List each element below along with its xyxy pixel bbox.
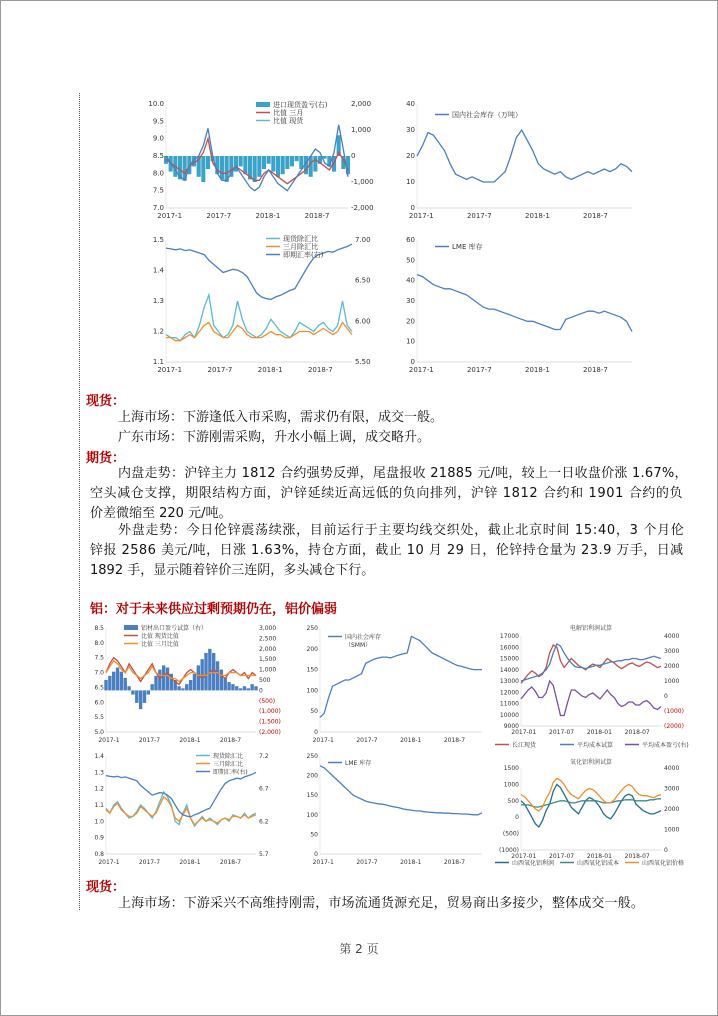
y2-tick-label: 6.00 — [355, 317, 371, 326]
bar — [189, 680, 192, 690]
legend-label: 即期汇率(右) — [283, 251, 324, 259]
series-line — [521, 645, 661, 683]
page-number: 第 2 页 — [339, 942, 379, 956]
legend-label: 三月除汇比 — [213, 761, 244, 768]
y-tick-label: 0.8 — [94, 851, 104, 858]
x-tick-label: 2018-7 — [219, 859, 242, 866]
bar — [254, 686, 257, 690]
y-tick-label: 1.2 — [152, 327, 164, 336]
legend-label: 国内社会库存 — [345, 634, 382, 641]
x-tick-label: 2017-1 — [98, 737, 120, 744]
x-tick-label: 2017-1 — [312, 859, 334, 866]
y2-tick-label: 6.7 — [259, 785, 269, 793]
bar — [267, 156, 271, 164]
bar — [235, 686, 238, 690]
x-tick-label: 2018-1 — [179, 859, 201, 866]
bar — [154, 676, 157, 691]
y-tick-label: 1.3 — [94, 769, 104, 777]
y-tick-label: 10 — [406, 337, 415, 346]
chart-al-social — [298, 622, 490, 748]
y2-tick-label: 1,000 — [351, 126, 372, 134]
x-tick-label: 2017-7 — [356, 859, 378, 866]
legend-label: 即期汇率(右) — [213, 769, 248, 776]
x-tick-label: 2017-07 — [549, 853, 575, 860]
chart-zn-fx — [138, 232, 388, 378]
x-tick-label: 2017-7 — [207, 366, 233, 374]
legend-label: 山西氧化铝利润 — [512, 860, 555, 867]
y-tick-label: 150 — [306, 792, 318, 800]
series-line — [521, 681, 661, 716]
series-line — [521, 799, 661, 807]
x-tick-label: 2017-7 — [206, 212, 232, 220]
bar — [120, 672, 123, 691]
x-tick-label: 2018-1 — [400, 737, 422, 744]
bar — [150, 684, 153, 690]
y-tick-label: 1000 — [503, 781, 519, 789]
chart-al-alumina — [491, 756, 691, 870]
zn-futures-heading: 期货： — [86, 451, 126, 466]
y2-tick-label: (1,000) — [259, 708, 281, 716]
y-tick-label: 8.0 — [152, 169, 164, 178]
y-tick-label: 15000 — [499, 655, 519, 663]
y-tick-label: 0 — [515, 814, 519, 822]
y2-tick-label: 2,500 — [259, 635, 277, 643]
y-tick-label: 9000 — [503, 723, 519, 730]
y2-tick-label: (500) — [259, 697, 276, 705]
bar — [271, 156, 275, 172]
y-tick-label: 12000 — [499, 689, 519, 697]
y-tick-label: 50 — [310, 708, 318, 716]
chart-title: 电解铝利润试算 — [569, 625, 613, 632]
bar — [285, 156, 289, 169]
x-tick-label: 2017-1 — [408, 366, 434, 374]
y-tick-label: 1.1 — [94, 802, 104, 809]
y-tick-label: 14000 — [499, 666, 519, 674]
y-tick-label: 1.1 — [152, 358, 164, 366]
y-tick-label: 0 — [314, 729, 318, 736]
y-tick-label: 1.4 — [152, 266, 164, 275]
x-tick-label: 2018-1 — [525, 212, 550, 220]
y2-tick-label: 6.50 — [355, 276, 371, 285]
y2-tick-label: 1000 — [664, 826, 680, 834]
y-tick-label: 17000 — [499, 633, 519, 640]
y-tick-label: 0 — [314, 851, 318, 858]
y2-tick-label: 3000 — [664, 785, 680, 793]
y2-tick-label: -1,000 — [351, 178, 374, 186]
y-tick-label: 20 — [406, 152, 415, 160]
y-tick-label: 100 — [306, 811, 318, 819]
bar — [112, 672, 115, 691]
y-tick-label: 10.0 — [148, 100, 164, 108]
al-section-heading: 铝：对于未来供应过剩预期仍在，铝价偏弱 — [90, 602, 338, 617]
bar — [166, 668, 169, 691]
y-tick-label: 10 — [406, 178, 415, 186]
bar — [185, 684, 188, 690]
y-tick-label: 50 — [310, 831, 318, 839]
bar — [239, 156, 243, 166]
y-tick-label: 9.5 — [152, 117, 164, 126]
x-tick-label: 2018-7 — [583, 212, 608, 220]
x-tick-label: 2018-7 — [443, 859, 466, 866]
y2-tick-label: 3000 — [664, 648, 680, 655]
x-tick-label: 2018-01 — [586, 853, 612, 860]
legend-label: 国内社会库存（万吨） — [452, 111, 522, 119]
legend-label: 山西氧化铝价格 — [642, 860, 685, 867]
x-tick-label: 2018-1 — [179, 737, 201, 744]
x-tick-label: 2018-7 — [443, 737, 466, 744]
y2-tick-label: (2000) — [664, 723, 684, 730]
y-tick-label: 1.2 — [94, 785, 104, 793]
y-tick-label: 100 — [306, 687, 318, 695]
y-tick-label: (1000) — [499, 847, 519, 854]
x-tick-label: 2017-07 — [549, 729, 575, 736]
x-tick-label: 2017-7 — [356, 737, 378, 744]
bar — [135, 690, 138, 702]
x-tick-label: 2018-07 — [624, 729, 650, 736]
bar — [139, 690, 142, 709]
chart-al-ratio — [84, 622, 292, 748]
bar — [212, 653, 215, 690]
zn-foreign-line-1: 外盘走势：今日伦锌震荡续涨，目前运行于主要均线交织处，截止北京时间 15:40，3 个月伦 — [118, 523, 685, 538]
x-tick-label: 2017-1 — [98, 859, 120, 866]
legend-swatch — [124, 625, 138, 630]
y2-tick-label: 2,000 — [259, 645, 277, 653]
x-tick-label: 2017-1 — [157, 366, 183, 374]
legend-label: 进口现货盈亏(右) — [273, 101, 328, 109]
x-tick-label: 2018-1 — [255, 212, 281, 220]
bar — [220, 670, 223, 691]
bar — [227, 682, 230, 690]
y-tick-label: 10000 — [499, 711, 519, 719]
y-tick-label: 1.5 — [152, 236, 164, 244]
bar — [231, 684, 234, 690]
y2-tick-label: (2,000) — [259, 729, 281, 736]
y-tick-label: 200 — [306, 645, 318, 653]
chart-zn-lme — [395, 232, 640, 378]
x-tick-label: 2018-1 — [257, 366, 283, 374]
chart-zn-social — [395, 98, 640, 224]
bar — [208, 649, 211, 691]
y-tick-label: 6.0 — [94, 699, 104, 707]
legend-label: 长江现货 — [512, 742, 537, 749]
legend-label: 比值 现货 — [273, 117, 304, 125]
series-line — [166, 295, 352, 341]
legend-label: LME 库存 — [345, 760, 372, 767]
al-spot-heading: 现货： — [86, 880, 126, 895]
y-tick-label: 0.9 — [94, 834, 104, 842]
x-tick-label: 2018-7 — [583, 366, 608, 374]
x-tick-label: 2018-1 — [400, 859, 422, 866]
x-tick-label: 2018-01 — [586, 729, 612, 736]
y-tick-label: 16000 — [499, 644, 519, 652]
bar — [116, 668, 119, 691]
chart-al-lme — [298, 750, 490, 870]
y-tick-label: 7.5 — [152, 186, 164, 195]
y-tick-label: 250 — [306, 625, 318, 632]
bar — [177, 686, 180, 690]
bar — [250, 684, 253, 690]
x-tick-label: 2018-1 — [525, 366, 550, 374]
bar — [147, 690, 150, 694]
x-tick-label: 2018-07 — [624, 853, 650, 860]
legend-label: （SMM） — [345, 642, 372, 649]
y-tick-label: 0 — [410, 204, 415, 212]
zn-domestic-line-2: 空头减仓支撑，期限结构方面，沪锌延续近高远低的负向排列，沪锌 1812 合约和 1901 合约的负 — [90, 486, 684, 501]
y-tick-label: 200 — [306, 772, 318, 780]
y-tick-label: 5.5 — [94, 714, 104, 722]
chart-title: 氧化铝利润试算 — [569, 759, 613, 766]
bar — [224, 678, 227, 690]
chart-al-cost — [491, 622, 691, 754]
y-tick-label: 50 — [406, 256, 415, 265]
series-line — [521, 644, 661, 681]
y-tick-label: 7.0 — [152, 204, 164, 212]
y-tick-label: 7.5 — [94, 654, 104, 662]
y-tick-label: 1.3 — [152, 297, 164, 305]
y2-tick-label: 4000 — [664, 765, 680, 772]
y2-tick-label: 0 — [259, 687, 263, 695]
y-tick-label: 13000 — [499, 678, 519, 685]
bar — [290, 156, 294, 166]
legend-label: 比值 现货比值 — [141, 633, 179, 640]
y2-tick-label: 7.2 — [259, 753, 269, 760]
zn-domestic-line-3: 价差微缩至 220 元/吨。 — [90, 506, 232, 521]
y2-tick-label: 1,000 — [259, 666, 277, 674]
y2-tick-label: 2000 — [664, 806, 680, 813]
y2-tick-label: (1,500) — [259, 718, 281, 726]
y-tick-label: 150 — [306, 666, 318, 674]
legend-label: LME 库存 — [452, 243, 483, 251]
zn-foreign-line-2: 锌报 2586 美元/吨，日涨 1.63%，持仓方面，截止 10 月 29 日，伦锌持仓量为 23.9 万手，日减 — [90, 543, 684, 558]
x-tick-label: 2017-7 — [138, 737, 161, 744]
bar — [197, 665, 200, 690]
legend-label: 比值 三月比值 — [141, 641, 179, 648]
y-tick-label: 40 — [406, 100, 415, 108]
y-tick-label: 30 — [406, 126, 415, 134]
legend-label: 平均成本试算 — [577, 742, 614, 749]
bar — [313, 156, 317, 172]
legend-label: 平均成本盈亏(右) — [642, 742, 689, 749]
y2-tick-label: 7.00 — [355, 236, 371, 244]
bar — [257, 156, 261, 177]
bar — [127, 686, 130, 690]
bar — [281, 156, 285, 174]
series-line — [106, 792, 256, 826]
series-line — [166, 244, 352, 299]
y-tick-label: (500) — [502, 830, 519, 838]
bar — [276, 156, 280, 177]
bar — [204, 653, 207, 690]
chart-al-fx — [84, 750, 292, 870]
y2-tick-label: 0 — [664, 693, 668, 700]
series-line — [417, 275, 632, 332]
series-line — [417, 130, 632, 182]
x-tick-label: 2018-7 — [304, 212, 330, 220]
bar — [131, 690, 134, 694]
y2-tick-label: 2000 — [664, 663, 680, 670]
x-tick-label: 2017-1 — [312, 737, 334, 744]
bar — [162, 665, 165, 690]
x-tick-label: 2017-01 — [511, 729, 537, 736]
legend-label: 铝材出口盈亏试算（右） — [141, 625, 208, 632]
zn-foreign-line-3: 1892 手，显示随着锌价三连阴，多头减仓下行。 — [90, 563, 375, 578]
zn-domestic-line-1: 内盘走势：沪锌主力 1812 合约强势反弹，尾盘报收 21885 元/吨，较上一日收盘价涨 1.67%， — [118, 466, 688, 481]
zn-spot-line-2: 广东市场：下游刚需采购，升水小幅上调，成交略升。 — [118, 430, 431, 445]
y2-tick-label: 4000 — [664, 633, 680, 640]
y2-tick-label: 500 — [259, 677, 271, 684]
bar — [201, 156, 205, 182]
bar — [143, 690, 146, 702]
y-tick-label: 60 — [406, 236, 415, 244]
y2-tick-label: -2,000 — [351, 204, 374, 212]
legend-label: 现货除汇比 — [213, 753, 244, 760]
legend-label: 山西氧化铝成本 — [577, 860, 620, 867]
y-tick-label: 1500 — [503, 765, 519, 772]
y-tick-label: 30 — [406, 297, 415, 305]
y2-tick-label: 0 — [664, 847, 668, 854]
bar — [158, 670, 161, 691]
al-spot-line-1: 上海市场：下游采兴不高维持刚需，市场流通货源充足，贸易商出多接少，整体成交一般。 — [118, 896, 645, 911]
bar — [193, 674, 196, 691]
y-tick-label: 0 — [410, 358, 415, 366]
y2-tick-label: 5.50 — [355, 358, 371, 366]
y-tick-label: 250 — [306, 753, 318, 760]
bar — [220, 156, 224, 179]
y-tick-label: 8.5 — [94, 625, 104, 632]
y-tick-label: 8.0 — [94, 639, 104, 647]
bar — [253, 156, 257, 182]
bar — [104, 680, 107, 690]
legend-swatch — [256, 102, 270, 107]
y2-tick-label: 2,000 — [351, 100, 372, 108]
legend-label: 三月除汇比 — [283, 243, 318, 251]
bar — [200, 659, 203, 690]
bar — [295, 156, 299, 161]
series-line — [320, 766, 482, 815]
y2-tick-label: (1000) — [664, 708, 684, 715]
bar — [239, 688, 242, 690]
zn-spot-line-1: 上海市场：下游逢低入市采购，需求仍有限，成交一般。 — [118, 410, 444, 425]
series-line — [166, 322, 352, 340]
y-tick-label: 1.0 — [94, 818, 104, 826]
y2-tick-label: 5.7 — [259, 851, 269, 858]
legend-label: 比值 三月 — [273, 109, 304, 117]
y-tick-label: 9.0 — [152, 134, 164, 143]
bar — [247, 688, 250, 690]
x-tick-label: 2017-1 — [157, 212, 183, 220]
series-line — [106, 772, 256, 817]
chart-zn-ratio — [138, 98, 388, 224]
y2-tick-label: 1,500 — [259, 656, 277, 664]
y-tick-label: 500 — [507, 797, 519, 805]
x-tick-label: 2018-7 — [219, 737, 242, 744]
y-tick-label: 1.4 — [94, 753, 104, 760]
y2-tick-label: 6.2 — [259, 818, 269, 826]
y-tick-label: 7.0 — [94, 669, 104, 677]
bar — [124, 678, 127, 690]
y2-tick-label: 3,000 — [259, 625, 277, 632]
x-tick-label: 2018-7 — [307, 366, 333, 374]
bar — [206, 156, 210, 169]
zn-spot-heading: 现货： — [86, 394, 126, 409]
y-tick-label: 5.0 — [94, 729, 104, 736]
y-tick-label: 11000 — [499, 700, 519, 708]
x-tick-label: 2017-7 — [138, 859, 161, 866]
y-tick-label: 8.5 — [152, 152, 164, 160]
bar — [108, 676, 111, 691]
bar — [181, 688, 184, 690]
y-tick-label: 6.5 — [94, 684, 104, 692]
bar — [262, 156, 266, 169]
x-tick-label: 2017-1 — [408, 212, 434, 220]
legend-label: 现货除汇比 — [283, 235, 318, 243]
y-tick-label: 20 — [406, 317, 415, 326]
y2-tick-label: 0 — [351, 152, 356, 160]
y-tick-label: 40 — [406, 276, 415, 285]
x-tick-label: 2017-7 — [466, 366, 492, 374]
x-tick-label: 2017-01 — [511, 853, 537, 860]
bar — [243, 686, 246, 690]
y2-tick-label: 1000 — [664, 678, 680, 685]
bar — [216, 661, 219, 690]
x-tick-label: 2017-7 — [466, 212, 492, 220]
margin-rule — [79, 93, 80, 910]
